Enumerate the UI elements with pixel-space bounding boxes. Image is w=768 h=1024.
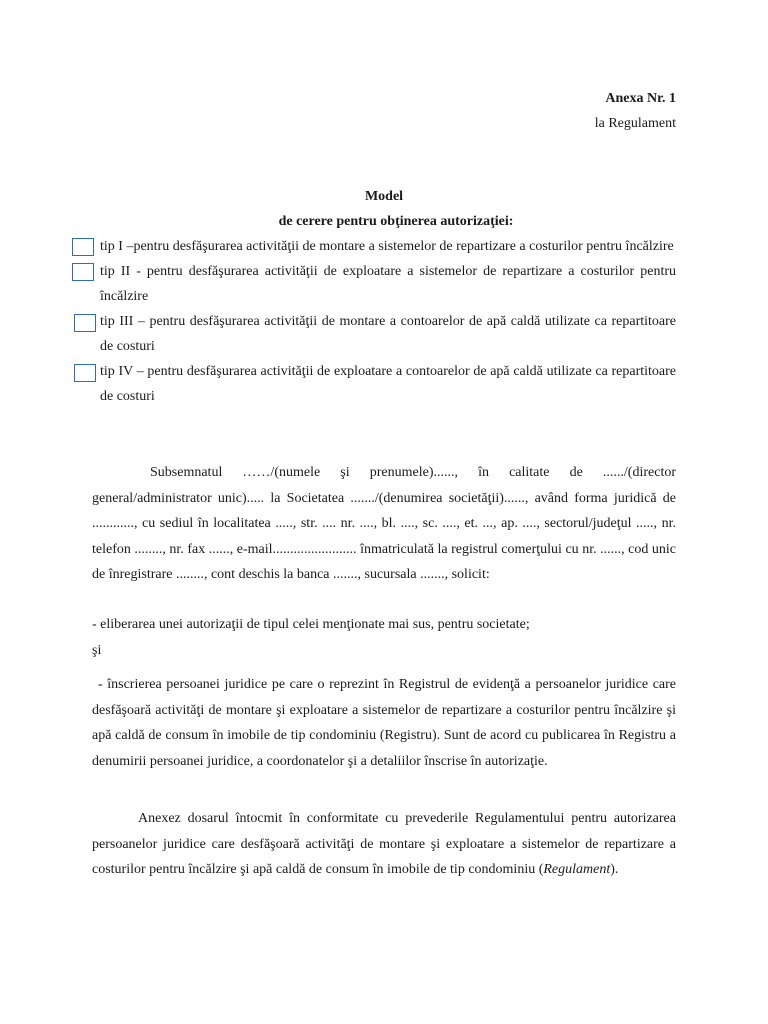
option-type-1-label: tip I –pentru desfăşurarea activităţii de montare a sistemelor de repartizare a costurilor pentru încălzire [100, 239, 674, 254]
option-type-2 [72, 259, 676, 309]
option-type-1 [72, 234, 676, 259]
authorization-type-options [72, 234, 676, 409]
title-main: Model [364, 189, 404, 204]
checkbox-type-4[interactable] [74, 364, 96, 382]
attachment-text: Anexez dosarul întocmit în conformitate cu prevederile Regulamentului pentru autorizarea persoanelor juridice care desfăşoară activităţi de montare şi exploatare a sistemelor de repartizare a costurilor pentru încălzire şi apă caldă de consum în imobile de tip condominiu ( [92, 811, 676, 877]
request-item-authorization: - eliberarea unei autorizaţii de tipul celei menţionate mai sus, pentru societate; [92, 617, 530, 632]
option-type-3 [72, 309, 676, 359]
applicant-details-paragraph: Subsemnatul ……/(numele şi prenumele)......, în calitate de ....../(director general/administrator unic)..... la Societatea ......./(denumirea societăţii)......, având forma juridică de ............, cu sediul în localitatea ....., str. .... nr. ...., bl. ...., sc. ...., et. ..., ap. ...., sectorul/judeţul ....., nr. telefon ........, nr. fax ......, e-mail........................ înmatriculată la registrul comerţului cu nr. ......, cod unic de înregistrare ........, cont deschis la banca ......., sucursala ......., solicit: [92, 465, 676, 582]
annex-reference: la Regulament [594, 116, 676, 131]
document-title [0, 184, 768, 234]
attachment-end: ). [610, 862, 619, 877]
request-item-registration: - înscrierea persoanei juridice pe care o reprezint în Registrul de evidenţă a persoanelor juridice care desfăşoară activităţi de montare şi exploatare a sistemelor de repartizare a costurilor pentru încălzire şi apă caldă de consum în imobile de tip condominiu (Registru). Sunt de acord cu publicarea în Registru a denumirii persoanei juridice, a coordonatelor şi a detaliilor înscrise în autorizaţie. [92, 677, 676, 769]
checkbox-type-1[interactable] [72, 238, 94, 256]
checkbox-type-3[interactable] [74, 314, 96, 332]
checkbox-type-2[interactable] [72, 263, 94, 281]
option-type-3-label: tip III – pentru desfăşurarea activităţii de montare a contoarelor de apă caldă utilizate ca repartitoare de costuri [100, 314, 676, 354]
annex-header [595, 86, 676, 136]
attachment-paragraph [92, 806, 676, 883]
option-type-4-label: tip IV – pentru desfăşurarea activităţii de exploatare a contoarelor de apă caldă utilizate ca repartitoare de costuri [100, 364, 676, 404]
conjunction-and: şi [92, 643, 102, 658]
regulament-italic: Regulament [543, 862, 611, 877]
option-type-4 [72, 359, 676, 409]
title-subtitle: de cerere pentru obţinerea autorizaţiei: [278, 214, 514, 229]
option-type-2-label: tip II - pentru desfăşurarea activităţii de exploatare a sistemelor de repartizare a costurilor pentru încălzire [100, 264, 676, 304]
annex-number: Anexa Nr. 1 [605, 91, 676, 106]
